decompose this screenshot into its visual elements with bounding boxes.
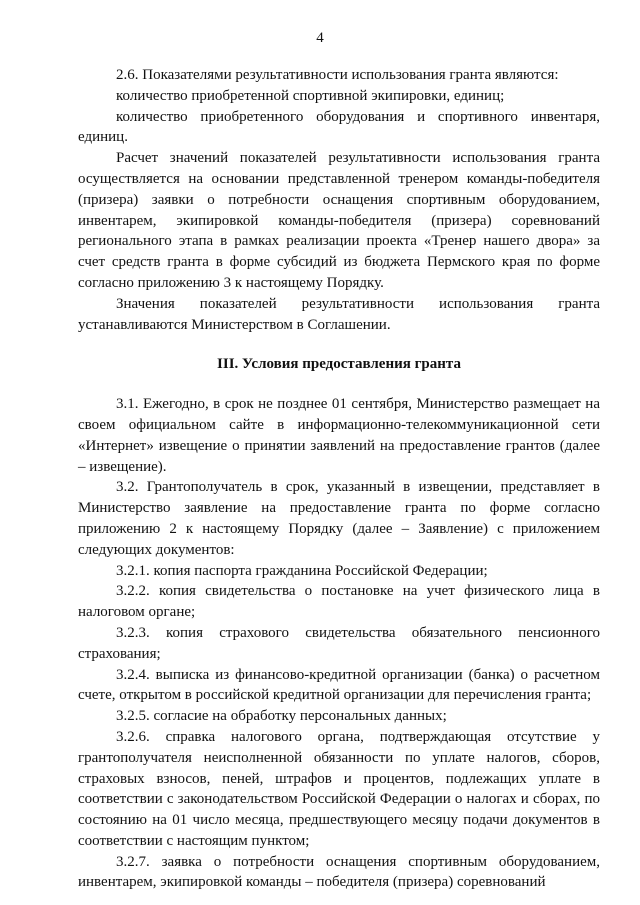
page-number: 4 bbox=[316, 30, 324, 46]
paragraph: количество приобретенного оборудования и спортивного инвентаря, единиц. bbox=[78, 108, 600, 146]
paragraph: 3.2. Грантополучатель в срок, указанный в извещении, представляет в Министерство заявление на предоставление гранта по форме согласно приложению 2 к настоящему Порядку (далее – Заявление) с приложением следующих документов: bbox=[78, 479, 600, 558]
paragraph: 3.2.3. копия страхового свидетельства обязательного пенсионного страхования; bbox=[78, 624, 600, 662]
paragraph: 2.6. Показателями результативности использования гранта являются: bbox=[116, 67, 559, 83]
paragraph: Расчет значений показателей результативности использования гранта осуществляется на основании представленной тренером команды-победителя (призера) заявки о потребности оснащения спортивным оборудованием, инвентарем, экипировкой команды-победителя (призера) соревнований регионального этапа в рамках реализации проекта «Тренер нашего двора» за счет средств гранта в форме субсидий из бюджета Пермского края по форме согласно приложению 3 к настоящему Порядку. bbox=[78, 150, 600, 291]
paragraph: 3.1. Ежегодно, в срок не позднее 01 сентября, Министерство размещает на своем официальном сайте в информационно-телекоммуникационной сети «Интернет» извещение о принятии заявлений на предоставление грантов (далее – извещение). bbox=[78, 396, 600, 475]
paragraph: 3.2.6. справка налогового органа, подтверждающая отсутствие у грантополучателя неисполненной обязанности по уплате налогов, сборов, страховых взносов, пеней, штрафов и процентов, подлежащих уплате в соответствии с законодательством Российской Федерации о налогах и сборах, по состоянию на 01 число месяца, предшествующего месяцу подачи документов в соответствии с настоящим пунктом; bbox=[78, 728, 600, 849]
document-body bbox=[78, 65, 600, 893]
paragraph: 3.2.1. копия паспорта гражданина Российской Федерации; bbox=[116, 562, 488, 579]
paragraph: 3.2.4. выписка из финансово-кредитной организации (банка) о расчетном счете, открытом в российской кредитной организации для перечисления гранта; bbox=[78, 666, 600, 704]
paragraph: количество приобретенной спортивной экипировки, единиц; bbox=[116, 87, 505, 104]
paragraph: Значения показателей результативности использования гранта устанавливаются Министерством в Соглашении. bbox=[78, 295, 600, 333]
paragraph: 3.2.5. согласие на обработку персональных данных; bbox=[116, 708, 447, 725]
paragraph: 3.2.7. заявка о потребности оснащения спортивным оборудованием, инвентарем, экипировкой команды – победителя (призера) соревнований bbox=[78, 853, 600, 891]
paragraph: 3.2.2. копия свидетельства о постановке на учет физического лица в налоговом органе; bbox=[78, 583, 600, 621]
section-heading: III. Условия предоставления гранта bbox=[217, 356, 461, 373]
